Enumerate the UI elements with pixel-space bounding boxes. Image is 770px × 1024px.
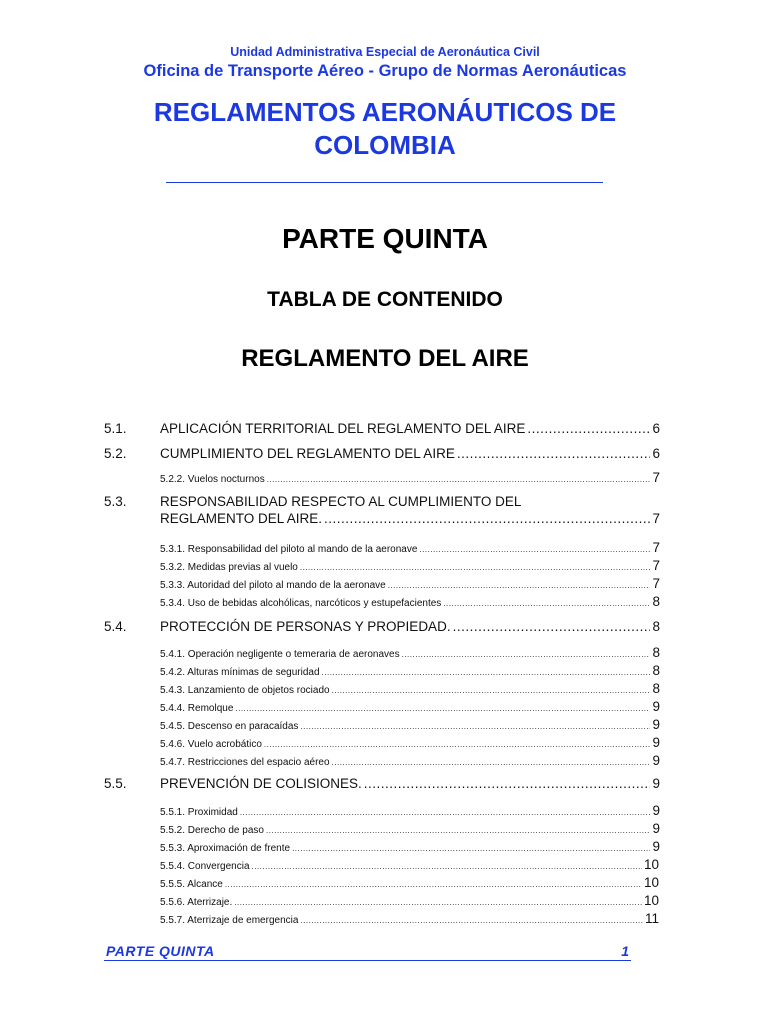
dot-leader: [443, 599, 650, 608]
page-number: 9: [652, 735, 660, 750]
subsection-title: 5.5.7. Aterrizaje de emergencia: [160, 915, 299, 926]
section-title-line1: RESPONSABILIDAD RESPECTO AL CUMPLIMIENTO DEL: [160, 494, 522, 509]
dot-leader: [300, 916, 643, 925]
page-number: 9: [652, 753, 660, 768]
subsection-title: 5.3.2. Medidas previas al vuelo: [160, 562, 298, 573]
dot-leader: [332, 758, 651, 767]
dot-leader: [388, 581, 651, 590]
dot-leader: [292, 844, 650, 853]
section-number: 5.1.: [104, 421, 127, 436]
page-number: 8: [652, 619, 660, 634]
dot-leader: [252, 862, 642, 871]
page-number: 7: [652, 511, 660, 526]
footer-page-number: 1: [621, 943, 629, 959]
dot-leader: [419, 545, 650, 554]
dot-leader: [300, 563, 651, 572]
section-number: 5.3.: [104, 494, 127, 509]
page-number: 10: [643, 857, 659, 872]
subsection-title: 5.5.4. Convergencia: [160, 861, 250, 872]
dot-leader: [264, 740, 651, 749]
dot-leader: [267, 475, 651, 484]
page-number: 10: [643, 875, 659, 890]
section-title: PREVENCIÓN DE COLISIONES.: [160, 776, 362, 791]
header-agency: Unidad Administrativa Especial de Aeronáutica Civil: [230, 45, 540, 59]
section-number: 5.2.: [104, 446, 127, 461]
page-number: 8: [652, 663, 660, 678]
dot-leader: [322, 668, 651, 677]
subsection-title: 5.3.4. Uso de bebidas alcohólicas, narcóticos y estupefacientes: [160, 598, 442, 609]
page-number: 7: [652, 540, 660, 555]
toc-section-5-3[interactable]: [104, 494, 660, 534]
page-number: 11: [644, 911, 659, 926]
page-number: 9: [652, 839, 660, 854]
page-number: 9: [652, 803, 660, 818]
page-number: 7: [652, 470, 660, 485]
footer-part-label: PARTE QUINTA: [106, 943, 215, 959]
page-number: 9: [652, 717, 660, 732]
page-number: 8: [652, 594, 660, 609]
subsection-title: 5.4.2. Alturas mínimas de seguridad: [160, 667, 320, 678]
section-number: 5.4.: [104, 619, 127, 634]
title-underline: [166, 182, 603, 183]
dot-leader: [234, 898, 642, 907]
subsection-title: 5.3.1. Responsabilidad del piloto al mando de la aeronave: [160, 544, 418, 555]
page-number: 7: [652, 576, 660, 591]
subsection-title: 5.5.3. Aproximación de frente: [160, 843, 291, 854]
document-title-line2: COLOMBIA: [314, 130, 456, 160]
subsection-title: 5.5.1. Proximidad: [160, 807, 238, 818]
page-number: 7: [652, 558, 660, 573]
section-title-line2: REGLAMENTO DEL AIRE.: [160, 511, 323, 526]
toc-heading: TABLA DE CONTENIDO: [267, 288, 503, 311]
document-title-line1: REGLAMENTOS AERONÁUTICOS DE: [153, 97, 617, 127]
dot-leader: [225, 880, 642, 889]
subsection-title: 5.4.3. Lanzamiento de objetos rociado: [160, 685, 330, 696]
subsection-title: 5.4.4. Remolque: [160, 703, 234, 714]
dot-leader: [235, 704, 650, 713]
subsection-title: 5.2.2. Vuelos nocturnos: [160, 474, 265, 485]
subsection-title: 5.5.6. Aterrizaje.: [160, 897, 233, 908]
page-number: 9: [652, 821, 660, 836]
page-number: 10: [643, 893, 659, 908]
section-title: PROTECCIÓN DE PERSONAS Y PROPIEDAD.: [160, 619, 451, 634]
dot-leader: [324, 511, 650, 526]
dot-leader: [527, 421, 650, 436]
subsection-title: 5.4.1. Operación negligente o temeraria de aeronaves: [160, 649, 400, 660]
dot-leader: [266, 826, 651, 835]
page-footer: [104, 943, 631, 961]
subsection-title: 5.3.3. Autoridad del piloto al mando de la aeronave: [160, 580, 386, 591]
page-number: 8: [652, 645, 660, 660]
subsection-title: 5.4.6. Vuelo acrobático: [160, 739, 262, 750]
page-number: 9: [652, 776, 660, 791]
page-number: 6: [652, 421, 660, 436]
regulation-title: REGLAMENTO DEL AIRE: [241, 345, 529, 372]
section-title: CUMPLIMIENTO DEL REGLAMENTO DEL AIRE: [160, 446, 455, 461]
dot-leader: [364, 776, 651, 791]
section-number: 5.5.: [104, 776, 127, 791]
page-number: 9: [652, 699, 660, 714]
dot-leader: [453, 619, 651, 634]
subsection-title: 5.5.2. Derecho de paso: [160, 825, 264, 836]
dot-leader: [402, 650, 651, 659]
dot-leader: [457, 446, 651, 461]
subsection-title: 5.5.5. Alcance: [160, 879, 223, 890]
dot-leader: [300, 722, 650, 731]
header-office: Oficina de Transporte Aéreo - Grupo de Normas Aeronáuticas: [143, 62, 627, 80]
page-number: 8: [652, 681, 660, 696]
part-title: PARTE QUINTA: [282, 223, 488, 254]
subsection-title: 5.4.5. Descenso en paracaídas: [160, 721, 299, 732]
section-title: APLICACIÓN TERRITORIAL DEL REGLAMENTO DEL AIRE: [160, 421, 526, 436]
document-title: [0, 96, 770, 162]
page-number: 6: [652, 446, 660, 461]
subsection-title: 5.4.7. Restricciones del espacio aéreo: [160, 757, 330, 768]
dot-leader: [240, 808, 651, 817]
dot-leader: [332, 686, 651, 695]
